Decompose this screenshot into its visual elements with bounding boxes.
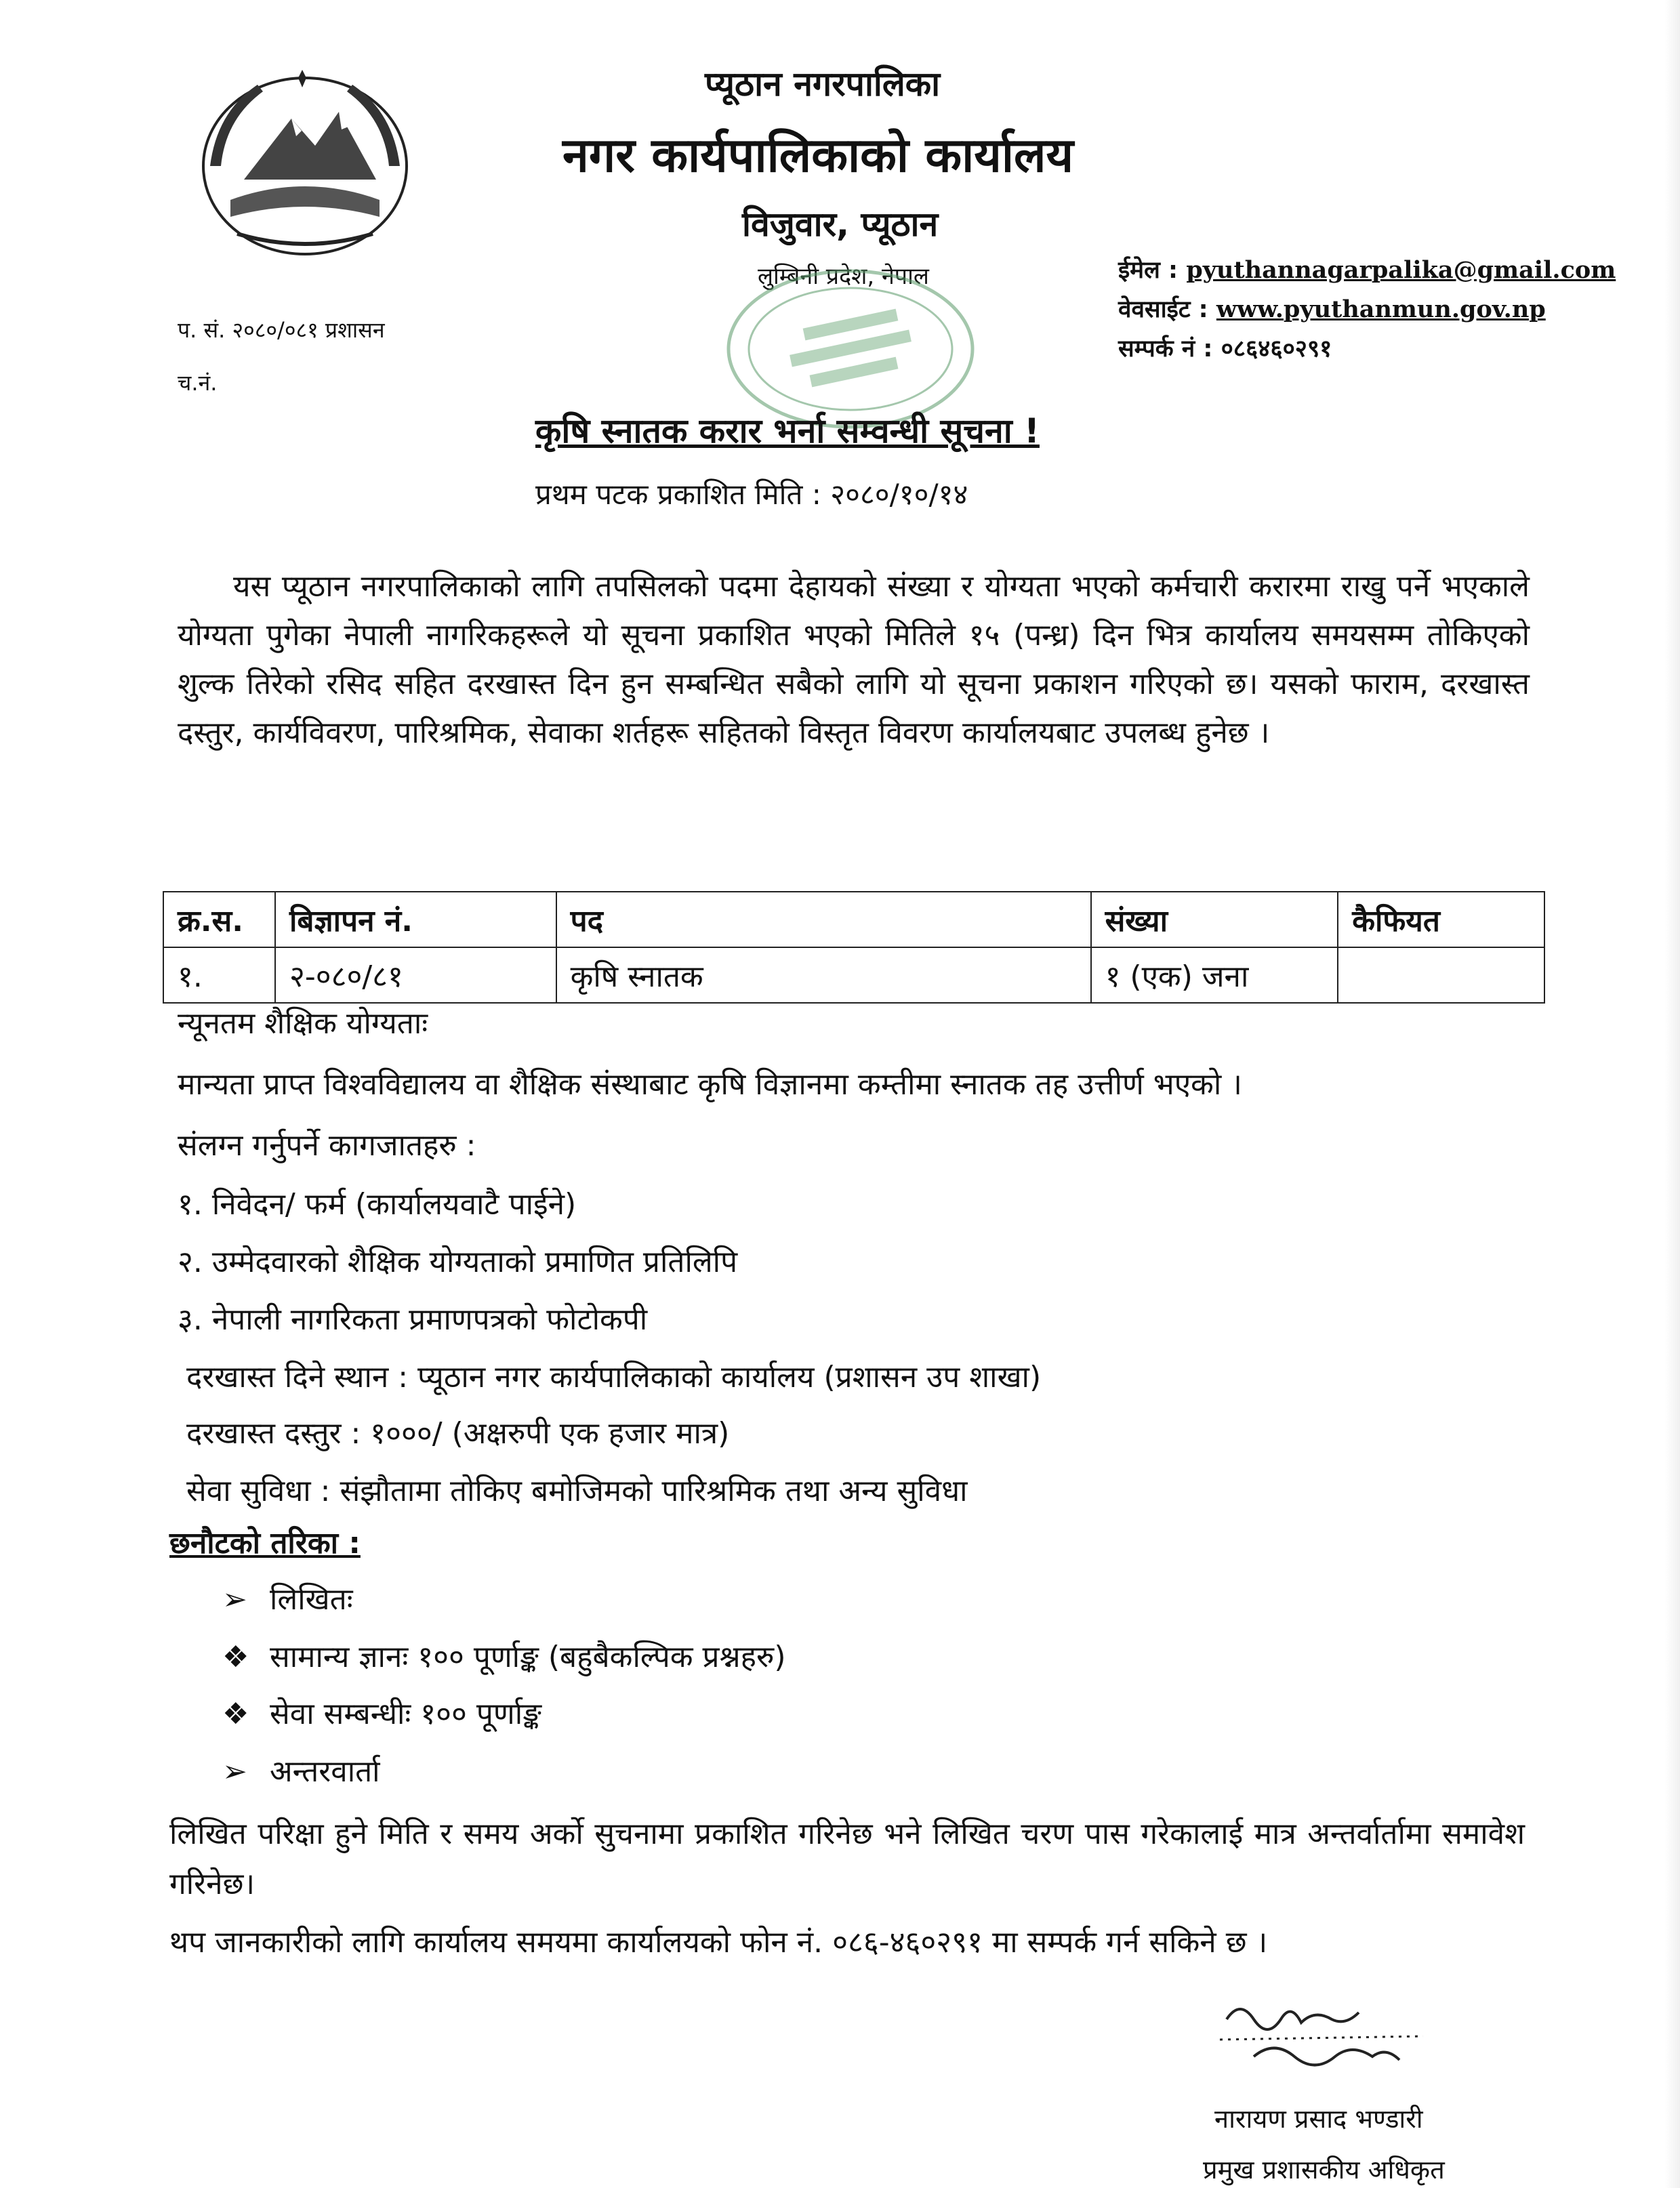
email-link[interactable]: pyuthannagarpalika@gmail.com — [1186, 256, 1616, 284]
cell-advert-no: २-०८०/८१ — [275, 947, 556, 1003]
table-header-row — [163, 892, 1544, 947]
signatory-name: नारायण प्रसाद भण्डारी — [1214, 2104, 1423, 2134]
selection-item-text: अन्तरवार्ता — [270, 1754, 380, 1789]
website-row — [1118, 290, 1616, 329]
vacancy-table — [163, 891, 1545, 1004]
publish-date: प्रथम पटक प्रकाशित मिति : २०८०/१०/१४ — [535, 478, 968, 511]
qualification-text: मान्यता प्राप्त विश्वविद्यालय वा शैक्षिक संस्थाबाट कृषि विज्ञानमा कम्तीमा स्नातक तह उत्तीर्ण भएको । — [178, 1067, 1242, 1102]
cell-sn: १. — [163, 947, 275, 1003]
document-item: ३. नेपाली नागरिकता प्रमाणपत्रको फोटोकपी — [178, 1302, 648, 1337]
contact-note: थप जानकारीको लागि कार्यालय समयमा कार्यालयको फोन नं. ०८६-४६०२९१ मा सम्पर्क गर्न सकिने छ । — [169, 1925, 1268, 1960]
document-item: २. उम्मेदवारको शैक्षिक योग्यताको प्रमाणित प्रतिलिपि — [178, 1245, 738, 1279]
office-name: नगर कार्यपालिकाको कार्यालय — [562, 127, 1074, 183]
letter-number: प. सं. २०८०/०८१ प्रशासन — [178, 317, 385, 343]
documents-heading: संलग्न गर्नुपर्ने कागजातहरु : — [178, 1128, 476, 1163]
office-stamp-icon — [701, 254, 1000, 430]
cell-count: १ (एक) जना — [1091, 947, 1338, 1003]
scan-edge — [1665, 0, 1680, 2188]
table-row — [163, 947, 1544, 1003]
header-remarks: कैफियत — [1338, 892, 1544, 947]
email-row — [1118, 251, 1616, 290]
selection-item-text: सामान्य ज्ञानः १०० पूर्णाङ्क (बहुबैकल्पिक प्रश्नहरु) — [270, 1640, 786, 1674]
selection-item — [222, 1750, 380, 1790]
notice-title: कृषि स्नातक करार भर्ना सम्वन्धी सूचना ! — [535, 411, 1040, 451]
phone-value: ०८६४६०२९१ — [1221, 335, 1332, 363]
dispatch-number: च.नं. — [178, 370, 218, 396]
selection-item — [222, 1692, 541, 1733]
province-line: लुम्बिनी प्रदेश, नेपाल — [758, 263, 929, 290]
exam-note: लिखित परिक्षा हुने मिति र समय अर्को सुचनामा प्रकाशित गरिनेछ भने लिखित चरण पास गरेकालाई मात्र अन्तर्वार्तामा समावेश गरिनेछ। — [169, 1817, 1525, 1901]
signatory-designation: प्रमुख प्रशासकीय अधिकृत — [1203, 2155, 1445, 2185]
header-post: पद — [556, 892, 1091, 947]
email-label: ईमेल : — [1118, 257, 1179, 284]
header-count: संख्या — [1091, 892, 1338, 947]
nepal-emblem-icon — [197, 64, 413, 261]
contact-block — [1118, 251, 1616, 369]
notice-body: यस प्यूठान नगरपालिकाको लागि तपसिलको पदमा देहायको संख्या र योग्यता भएको कर्मचारी करारमा राखु पर्ने भएकाले योग्यता पुगेका नेपाली नागरिकहरूले यो सूचना प्रकाशित भएको मितिले १५ (पन्ध्र) दिन भित्र कार्यालय समयसम्म तोकिएको शुल्क तिरेको रसिद सहित दरखास्त दिन हुन सम्बन्धित सबैको लागि यो सूचना प्रकाशन गरिएको छ। यसको फाराम, दरखास्त दस्तुर, कार्यविवरण, पारिश्रमिक, सेवाका शर्तहरू सहितको विस्तृत विवरण कार्यालयबाट उपलब्ध हुनेछ । — [178, 569, 1530, 750]
application-fee: दरखास्त दस्तुर : १०००/ (अक्षरुपी एक हजार मात्र) — [186, 1416, 730, 1451]
reference-block — [178, 304, 385, 409]
selection-item — [222, 1635, 786, 1676]
submit-place: दरखास्त दिने स्थान : प्यूठान नगर कार्यपालिकाको कार्यालय (प्रशासन उप शाखा) — [186, 1360, 1042, 1395]
selection-item — [222, 1577, 353, 1618]
document-item: १. निवेदन/ फर्म (कार्यालयवाटै पाईने) — [178, 1187, 577, 1222]
qualification-heading: न्यूनतम शैक्षिक योग्यताः — [178, 1006, 428, 1041]
website-label: वेवसाईट : — [1118, 296, 1208, 323]
municipality-name: प्यूठान नगरपालिका — [705, 64, 941, 104]
phone-label: सम्पर्क नं : — [1118, 335, 1213, 363]
cell-post: कृषि स्नातक — [556, 947, 1091, 1003]
arrow-bullet-icon: ➢ — [222, 1582, 247, 1617]
office-location: विजुवार, प्यूठान — [742, 205, 939, 244]
website-link[interactable]: www.pyuthanmun.gov.np — [1216, 295, 1546, 323]
handwritten-signature — [1213, 1992, 1437, 2073]
service-benefits: सेवा सुविधा : संझौतामा तोकिए बमोजिमको पारिश्रमिक तथा अन्य सुविधा — [186, 1474, 968, 1508]
selection-item-text: लिखितः — [270, 1582, 353, 1617]
selection-heading: छनौटको तरिका : — [169, 1526, 361, 1561]
arrow-bullet-icon: ➢ — [222, 1754, 247, 1789]
diamond-bullet-icon: ❖ — [222, 1697, 249, 1731]
header-advert-no: बिज्ञापन नं. — [275, 892, 556, 947]
diamond-bullet-icon: ❖ — [222, 1640, 249, 1674]
phone-row — [1118, 329, 1616, 369]
selection-item-text: सेवा सम्बन्धीः १०० पूर्णाङ्क — [270, 1697, 541, 1731]
cell-remarks — [1338, 947, 1544, 1003]
header-sn: क्र.स. — [163, 892, 275, 947]
